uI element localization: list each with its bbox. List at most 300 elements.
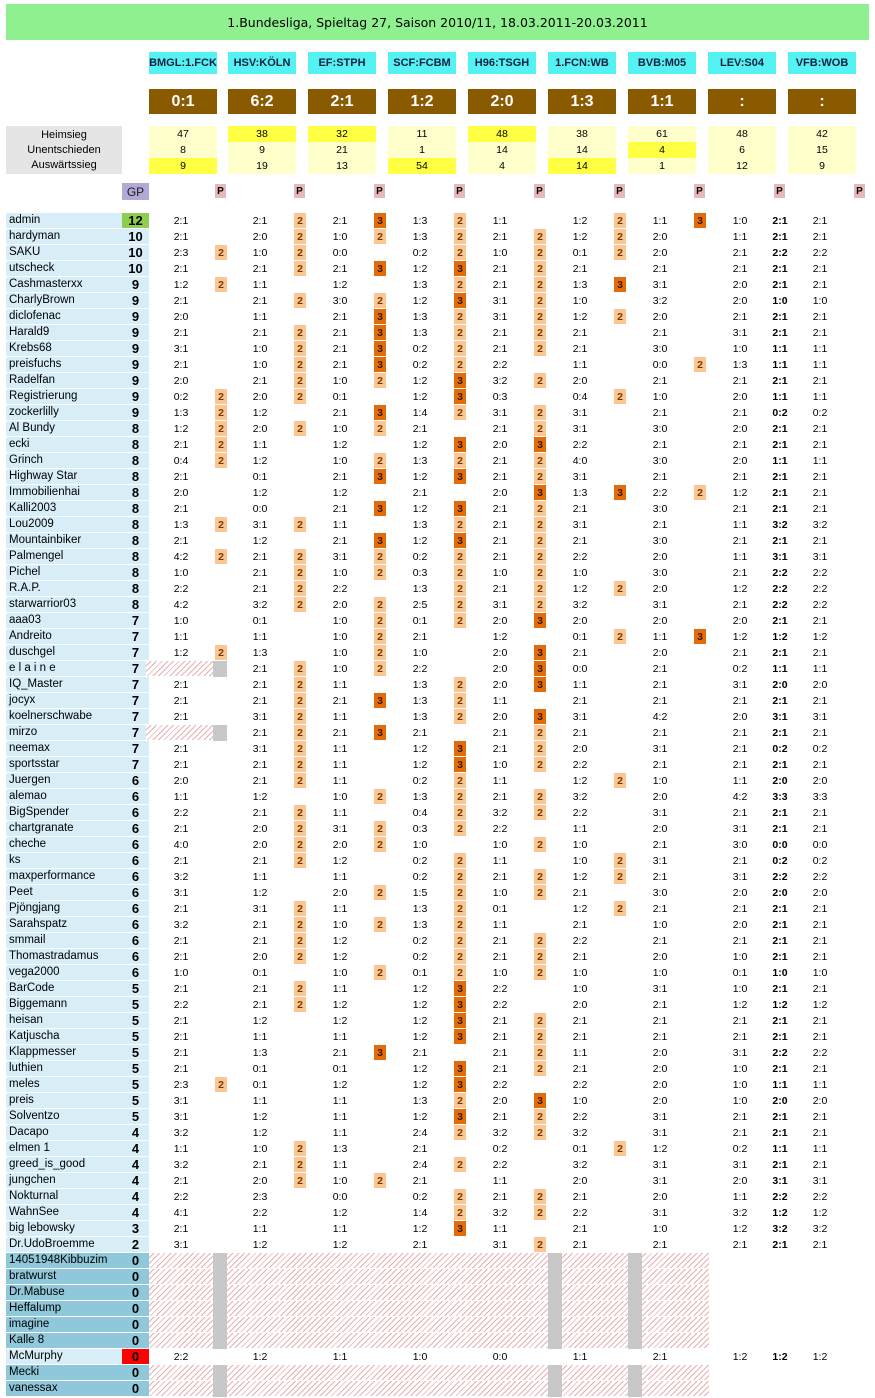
table-row [0,965,875,981]
tip: 1:2 [252,1126,268,1139]
tip: 2:1 [652,518,668,531]
tip: 0:0 [812,838,828,851]
tip: 2:1 [732,726,748,739]
player-name[interactable]: utscheck [6,261,122,276]
player-name[interactable]: jocyx [6,693,122,708]
tip: 2:2 [492,822,508,835]
player-name[interactable]: elmen 1 [6,1141,122,1156]
player-name[interactable]: bratwurst [6,1269,122,1284]
tip: 2:1 [652,438,668,451]
player-name[interactable]: Immobilienhai [6,485,122,500]
points-badge: 2 [454,869,466,884]
no-tips-hatch [149,1269,709,1284]
tip: 2:0 [652,950,668,963]
tip: 0:1 [252,966,268,979]
player-name[interactable]: ks [6,853,122,868]
table-row [0,517,875,533]
tip: 1:2 [412,1014,428,1027]
tip: 4:2 [732,790,748,803]
player-name[interactable]: Registrierung [6,389,122,404]
table-row [0,1221,875,1237]
table-row [0,581,875,597]
tip: 3:1 [572,518,588,531]
points-badge: 2:1 [772,758,788,771]
tip: 2:2 [572,1206,588,1219]
tip: 2:1 [173,358,189,371]
tip: 3:1 [572,406,588,419]
points-badge: 3 [534,661,546,676]
player-name[interactable]: preis [6,1093,122,1108]
table-row [0,821,875,837]
player-name[interactable]: aaa03 [6,613,122,628]
tip: 1:3 [412,518,428,531]
points-badge: 2 [534,309,546,324]
stat-away: 9 [149,158,217,174]
player-points: 9 [122,405,149,420]
tip: 2:0 [732,454,748,467]
points-badge: 2 [294,261,306,276]
tip: 3:0 [652,534,668,547]
player-name[interactable]: Klappmesser [6,1045,122,1060]
tip: 2:1 [173,678,189,691]
tip: 1:1 [652,214,668,227]
points-badge: 2:0 [772,774,788,787]
tip: 2:2 [812,246,828,259]
tip: 2:1 [812,918,828,931]
player-name[interactable]: Harald9 [6,325,122,340]
tip: 1:3 [572,486,588,499]
gap-bar [213,1365,227,1381]
points-badge: 2:1 [772,694,788,707]
tip: 2:1 [492,1110,508,1123]
points-badge: 3 [374,213,386,228]
player-name[interactable]: Dr.UdoBroemme [6,1237,122,1252]
player-name[interactable]: Nokturnal [6,1189,122,1204]
player-points: 6 [122,933,149,948]
points-badge: 2 [294,709,306,724]
tip: 1:2 [252,790,268,803]
player-points: 7 [122,613,149,628]
tip: 1:1 [732,518,748,531]
player-name[interactable]: ecki [6,437,122,452]
tip: 1:1 [173,630,189,643]
player-name[interactable]: Sarahspatz [6,917,122,932]
tip: 1:0 [732,982,748,995]
match-header[interactable]: HSV:KÖLN [228,52,296,74]
tip: 3:1 [812,550,828,563]
player-name[interactable]: Radelfan [6,373,122,388]
points-badge: 2:1 [772,534,788,547]
player-points: 6 [122,821,149,836]
player-name[interactable]: chartgranate [6,821,122,836]
tip: 1:2 [572,870,588,883]
player-name[interactable]: Mecki [6,1365,122,1380]
player-points: 8 [122,501,149,516]
points-badge: 2:1 [772,374,788,387]
player-name[interactable]: BarCode [6,981,122,996]
tip: 3:1 [332,550,348,563]
tip: 2:0 [652,230,668,243]
table-row [0,1381,875,1397]
tip: 1:3 [412,278,428,291]
player-name[interactable]: vega2000 [6,965,122,980]
tip: 1:3 [173,406,189,419]
player-name[interactable]: meles [6,1077,122,1092]
tip: 1:3 [412,310,428,323]
tip: 3:1 [652,1174,668,1187]
tip: 2:1 [332,342,348,355]
tip: 2:1 [252,854,268,867]
tip: 2:1 [173,470,189,483]
table-row [0,981,875,997]
points-badge: 2 [294,933,306,948]
points-badge: 1:0 [772,966,788,979]
tip: 2:1 [812,278,828,291]
player-name[interactable]: alemao [6,789,122,804]
player-name[interactable]: CharlyBrown [6,293,122,308]
points-badge: 2 [534,373,546,388]
tip: 2:1 [173,438,189,451]
tip: 2:1 [652,838,668,851]
match-header[interactable]: H96:TSGH [468,52,536,74]
player-name[interactable]: Juergen [6,773,122,788]
points-badge: 2:1 [772,278,788,291]
player-name[interactable]: admin [6,213,122,228]
points-badge: 2 [454,277,466,292]
tip: 2:1 [812,470,828,483]
table-row [0,661,875,677]
player-name[interactable]: Thomastradamus [6,949,122,964]
points-badge: 2 [294,341,306,356]
gap-bar [548,1333,562,1349]
tip: 2:2 [173,582,189,595]
tip: 3:2 [492,1126,508,1139]
player-name[interactable]: imagine [6,1317,122,1332]
points-badge: 2 [454,773,466,788]
player-name[interactable]: SAKU [6,245,122,260]
tip: 2:1 [732,534,748,547]
points-badge: 3 [374,533,386,548]
player-name[interactable]: Pjöngjang [6,901,122,916]
points-badge: 1:0 [772,294,788,307]
points-badge: 2 [534,453,546,468]
table-row [0,869,875,885]
tip: 3:2 [572,1126,588,1139]
player-name[interactable]: vanessax [6,1381,122,1396]
tip: 1:2 [332,998,348,1011]
tip: 0:2 [412,1190,428,1203]
tip: 2:2 [173,998,189,1011]
points-badge: 2 [454,1157,466,1172]
player-name[interactable]: Dacapo [6,1125,122,1140]
stat-away: 19 [256,160,268,172]
tip: 2:1 [572,726,588,739]
player-name[interactable]: smmail [6,933,122,948]
tip: 1:0 [652,1222,668,1235]
tip: 3:1 [173,342,189,355]
tip: 1:1 [252,870,268,883]
player-name[interactable]: Katjuscha [6,1029,122,1044]
points-badge: 2:1 [772,950,788,963]
points-badge: 1:1 [772,1142,788,1155]
tip: 2:0 [332,598,348,611]
player-name[interactable]: duschgel [6,645,122,660]
player-name[interactable]: Andreito [6,629,122,644]
points-badge: 0:0 [772,838,788,851]
tip: 2:1 [652,902,668,915]
match-result: 1:2 [388,89,456,114]
player-name[interactable]: 14051948Kibbuzim [6,1253,122,1268]
tip: 2:1 [173,1046,189,1059]
player-name[interactable]: big lebowsky [6,1221,122,1236]
player-name[interactable]: Kalli2003 [6,501,122,516]
tip: 2:1 [492,278,508,291]
player-name[interactable]: zockerlilly [6,405,122,420]
points-badge: 2:1 [772,1126,788,1139]
table-row [0,549,875,565]
tip: 2:1 [572,1238,588,1251]
tip: 2:1 [652,1238,668,1251]
tip: 2:1 [173,1030,189,1043]
points-badge: 2:1 [772,1030,788,1043]
tip: 2:0 [173,774,189,787]
player-name[interactable]: Biggemann [6,997,122,1012]
player-name[interactable]: hardyman [6,229,122,244]
points-badge: 2 [294,757,306,772]
tip: 2:1 [812,1110,828,1123]
points-badge: 2 [454,693,466,708]
points-badge: 2 [294,741,306,756]
tip: 1:0 [412,1350,428,1363]
tip: 0:2 [732,1142,748,1155]
player-name[interactable]: McMurphy [6,1349,122,1364]
tip: 2:1 [173,950,189,963]
tip: 2:2 [173,806,189,819]
tip: 1:1 [252,1030,268,1043]
gap-bar [548,1253,562,1269]
tip: 1:0 [732,950,748,963]
points-badge: 2 [294,389,306,404]
points-badge: 2 [454,789,466,804]
tip: 2:1 [252,326,268,339]
tip: 3:1 [732,1046,748,1059]
tip: 1:2 [252,1014,268,1027]
points-badge: 3 [454,1029,466,1044]
match-header[interactable]: SCF:FCBM [388,52,456,74]
table-row [0,1365,875,1381]
tip: 1:3 [412,214,428,227]
player-points: 5 [122,1109,149,1124]
tip: 2:1 [812,502,828,515]
player-name[interactable]: Al Bundy [6,421,122,436]
points-badge: 2 [374,789,386,804]
points-badge: 2 [374,885,386,900]
tip: 1:0 [732,1062,748,1075]
table-row [0,1173,875,1189]
player-name[interactable]: jungchen [6,1173,122,1188]
player-name[interactable]: Palmengel [6,549,122,564]
points-badge: 3:2 [772,1222,788,1235]
tip: 1:1 [173,790,189,803]
points-badge: 2 [294,229,306,244]
player-name[interactable]: Mountainbiker [6,533,122,548]
tip: 3:0 [332,294,348,307]
table-row [0,501,875,517]
tip: 2:1 [812,646,828,659]
tip: 0:2 [412,934,428,947]
player-name[interactable]: neemax [6,741,122,756]
match-stats [228,126,296,174]
points-badge: 2 [534,741,546,756]
points-badge: 2 [614,309,626,324]
player-name[interactable]: heisan [6,1013,122,1028]
tip: 2:1 [332,262,348,275]
player-name[interactable]: Pichel [6,565,122,580]
player-name[interactable]: Lou2009 [6,517,122,532]
player-name[interactable]: R.A.P. [6,581,122,596]
points-badge: 1:2 [772,1350,788,1363]
player-name[interactable]: Solventzo [6,1109,122,1124]
player-points: 7 [122,677,149,692]
match-header[interactable]: BMGL:1.FCK [149,52,217,74]
player-points: 5 [122,997,149,1012]
points-badge: 2 [534,597,546,612]
points-badge: 2:1 [772,806,788,819]
match-header[interactable]: 1.FCN:WB [548,52,616,74]
tip: 2:2 [572,806,588,819]
points-badge: 2 [454,917,466,932]
points-badge: 2:1 [772,262,788,275]
tip: 2:2 [492,982,508,995]
match-header[interactable]: BVB:M05 [628,52,696,74]
tip: 1:2 [732,1222,748,1235]
player-name[interactable]: greed_is_good [6,1157,122,1172]
points-header: P [694,184,705,198]
points-badge: 2 [294,325,306,340]
tip: 1:1 [173,1142,189,1155]
tip: 1:0 [732,342,748,355]
tip: 2:1 [332,310,348,323]
gap-bar [548,1269,562,1285]
player-points: 6 [122,949,149,964]
tip: 1:3 [572,278,588,291]
tip: 1:2 [412,1062,428,1075]
points-badge: 2:1 [772,918,788,931]
table-row [0,1237,875,1253]
points-badge: 2 [454,453,466,468]
tip: 1:2 [412,982,428,995]
points-badge: 2 [534,469,546,484]
tip: 2:0 [492,710,508,723]
tip: 3:2 [492,374,508,387]
points-badge: 2 [374,629,386,644]
tip: 1:0 [492,246,508,259]
player-name[interactable]: mirzo [6,725,122,740]
tip: 1:3 [732,358,748,371]
tip: 1:2 [412,294,428,307]
table-row [0,1269,875,1285]
points-badge: 2 [614,853,626,868]
tip: 2:0 [572,374,588,387]
tip: 1:0 [332,1174,348,1187]
player-name[interactable]: Heffalump [6,1301,122,1316]
tip: 2:1 [492,518,508,531]
match-header[interactable]: LEV:S04 [708,52,776,74]
tip: 3:1 [732,326,748,339]
points-badge: 2 [454,805,466,820]
player-name[interactable]: starwarrior03 [6,597,122,612]
player-name[interactable]: koelnerschwabe [6,709,122,724]
tip: 3:2 [812,1222,828,1235]
player-name[interactable]: sportsstar [6,757,122,772]
points-badge: 2 [294,917,306,932]
tip: 1:1 [812,662,828,675]
tip: 1:2 [252,454,268,467]
tip: 2:1 [732,694,748,707]
tip: 2:1 [572,1030,588,1043]
player-name[interactable]: Krebs68 [6,341,122,356]
player-points: 5 [122,1013,149,1028]
tip: 2:1 [732,1126,748,1139]
table-row [0,1317,875,1333]
player-name[interactable]: diclofenac [6,309,122,324]
table-row [0,597,875,613]
player-name[interactable]: luthien [6,1061,122,1076]
points-badge: 2 [534,549,546,564]
tip: 2:1 [732,758,748,771]
tip: 2:1 [412,726,428,739]
points-badge: 3 [534,1093,546,1108]
player-name[interactable]: maxperformance [6,869,122,884]
player-name[interactable]: Dr.Mabuse [6,1285,122,1300]
player-points: 8 [122,437,149,452]
tip: 0:2 [812,406,828,419]
player-name[interactable]: BigSpender [6,805,122,820]
tip: 1:3 [412,694,428,707]
points-badge: 2 [534,1013,546,1028]
player-name[interactable]: Cashmasterxx [6,277,122,292]
player-name[interactable]: Grinch [6,453,122,468]
player-name[interactable]: preisfuchs [6,357,122,372]
tip: 0:1 [252,1062,268,1075]
player-name[interactable]: IQ_Master [6,677,122,692]
match-header[interactable]: EF:STPH [308,52,376,74]
tip: 2:4 [412,1158,428,1171]
tip: 1:1 [492,1174,508,1187]
tip: 2:0 [652,582,668,595]
player-points: 6 [122,789,149,804]
tip: 2:0 [812,774,828,787]
points-badge: 3 [454,437,466,452]
tip: 3:0 [652,454,668,467]
player-name[interactable]: cheche [6,837,122,852]
tip: 3:3 [812,790,828,803]
player-name[interactable]: Kalle 8 [6,1333,122,1348]
match-header[interactable]: VFB:WOB [788,52,856,74]
points-badge: 2 [294,597,306,612]
player-name[interactable]: Highway Star [6,469,122,484]
player-name[interactable]: Peet [6,885,122,900]
points-badge: 3 [374,357,386,372]
tip: 2:0 [732,1174,748,1187]
player-name[interactable]: e l a i n e [6,661,122,676]
points-badge: 2:1 [772,326,788,339]
tip: 2:0 [252,422,268,435]
match-result: : [788,89,856,114]
player-name[interactable]: WahnSee [6,1205,122,1220]
stat-away: 14 [548,158,616,174]
tip: 2:1 [492,726,508,739]
